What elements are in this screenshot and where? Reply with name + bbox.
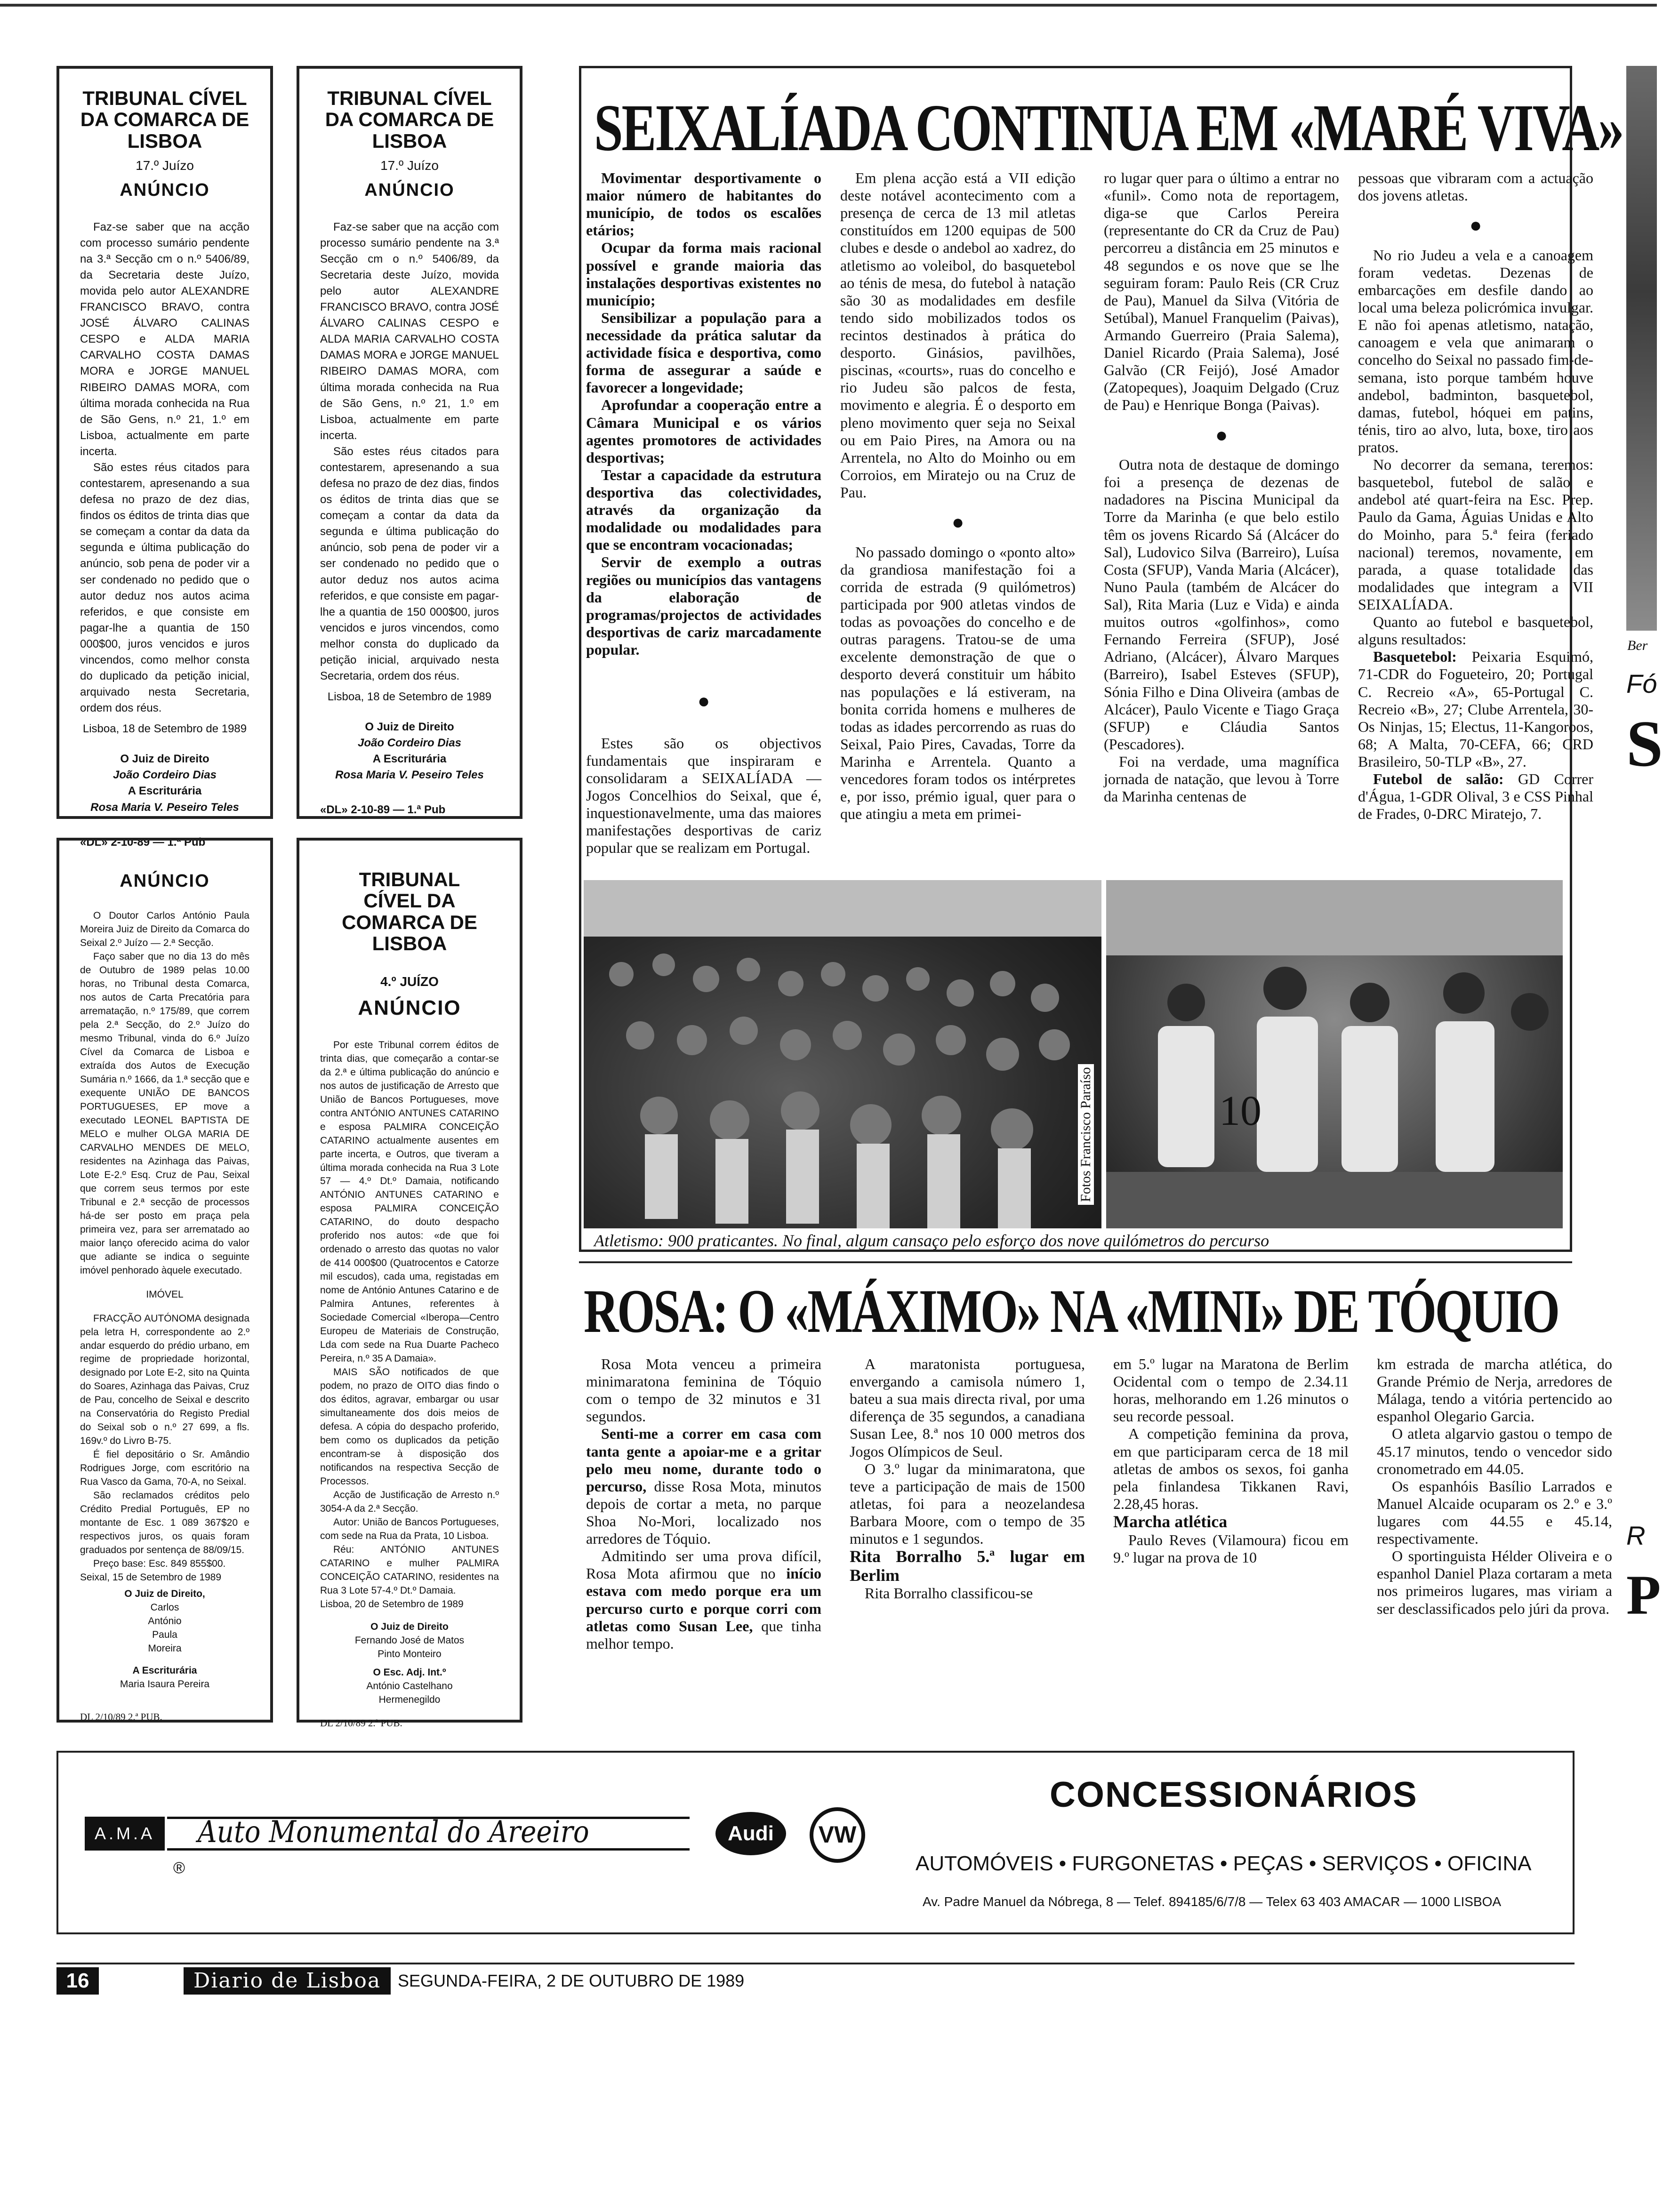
article-column xyxy=(1377,1355,1612,1618)
signer-role: O Juiz de Direito xyxy=(365,721,454,734)
signer-name: Carlos António Paula Moreira xyxy=(148,1602,182,1654)
notice-date: Seixal, 15 de Setembro de 1989 xyxy=(80,1571,222,1583)
signer-name: Rosa Maria V. Peseiro Teles xyxy=(335,769,484,782)
crowd-illustration xyxy=(584,880,1101,1228)
footer-date: SEGUNDA-FEIRA, 2 DE OUTUBRO DE 1989 xyxy=(398,1971,745,1990)
article-paragraph: Rosa Mota venceu a primeira minimaratona feminina de Tóquio com o tempo de 32 minutos e 31 segundos. xyxy=(586,1355,821,1425)
notice-paragraph: São estes réus citados para contestarem, apresenando a sua defesa no prazo de dez dias, findos os éditos de trinta dias que se começam a contar da data da segunda e última publicação do anúncio, sob pena de poder vir a ser condenado no pedido que o autor deduz nos autos acima referidos, e que consiste em pagar-lhe a quantia de 150 000$00, juros vencidos e juros vincendos, como melhor consta do duplicado da petição inicial, arquivado nesta Secretaria, ordem dos réus. xyxy=(320,445,499,682)
adjacent-heading: Fó xyxy=(1626,669,1657,698)
adjacent-big-letter: S xyxy=(1626,707,1663,780)
notice-body xyxy=(320,1039,499,1598)
article-paragraph: O atleta algarvio gastou o tempo de 45.17 minutos, tendo o vencedor sido cronometrado em 44.05. xyxy=(1377,1425,1612,1477)
quote-text: disse Rosa Mota, minutos depois de cortar a meta, no parque Shoa No-Mori, localizado nos arredores de Tóquio. xyxy=(586,1477,821,1547)
vw-logo xyxy=(810,1807,865,1863)
signer-role: A Escriturária xyxy=(128,785,202,798)
ad-services: AUTOMÓVEIS • FURGONETAS • PEÇAS • SERVIÇOS • OFICINA xyxy=(916,1852,1532,1875)
subheading: Rita Borralho 5.ª lugar em Berlim xyxy=(850,1547,1085,1585)
subheading: Marcha atlética xyxy=(1113,1512,1228,1531)
notice-paragraph: FRACÇÃO AUTÓNOMA designada pela letra H, correspondente ao 2.º andar esquerdo do prédio urbano, em regime de propriedade horizontal, designado por Lote E-2, sito na Quinta do Soares, Azinhaga das Paivas, Cruz de Pau, concelho de Seixal e descrito na Conservatória do Registo Predial do Seixal sob o n.º 27 699, a fls. 169v.º do Livro B-75. xyxy=(80,1313,249,1447)
quote-bold: Senti-me a correr em casa com tanta gente a apoiar-me e a gritar pelo meu nome, durante todo o percurso, xyxy=(586,1425,821,1495)
article-column xyxy=(1104,169,1339,805)
article-column xyxy=(850,1355,1085,1603)
article-paragraph: ro lugar quer para o último a entrar no «funil». Como nota de reportagem, diga-se que Carlos Pereira (representante do CR da Cruz de Pau) percorreu a distância em 25 minutos e 48 segundos e os nove que se lhe seguiram foram: Paulo Reis (CR Cruz de Pau), Manuel da Silva (Vitória de Setúbal), Manuel Franquelim (Paivas), Armando Guerreiro (Praia Salema), Daniel Ricardo (Praia Salema), José Galvão (CR Feijó), José Amador (Zatopeques), Joaquim Delgado (Cruz de Pau) e Henrique Bonga (Paivas). xyxy=(1104,169,1339,414)
article-paragraph: em 5.º lugar na Maratona de Berlim Ocidental com o tempo de 2.34.11 horas, melhorando em 1.26 minutos o seu recorde pessoal. xyxy=(1113,1355,1349,1425)
signer-role: O Juiz de Direito, xyxy=(124,1588,205,1599)
audi-logo-text: Audi xyxy=(728,1822,774,1845)
notice-signature xyxy=(320,719,499,783)
article-column xyxy=(586,169,821,857)
objective-item: Sensibilizar a população para a necessidade da prática salutar da actividade física e desportiva, como forma de assegurar a saúde e favorecer a longevidade; xyxy=(586,309,821,396)
quote-bold: início estava com medo porque era um percurso curto e porque corri com atletas como Susan Lee, xyxy=(586,1565,821,1635)
ad-address: Av. Padre Manuel da Nóbrega, 8 — Telef. 894185/6/7/8 — Telex 63 403 AMACAR — 1000 LISBOA xyxy=(923,1894,1502,1909)
photo-caption: Atletismo: 900 praticantes. No final, algum cansaço pelo esforço dos nove quilómetros do percurso xyxy=(594,1231,1269,1250)
article-paragraph: km estrada de marcha atlética, do Grande Prémio de Nerja, arredores de Málaga, tendo a vitória pertencido ao espanhol Olegario Garcia. xyxy=(1377,1355,1612,1425)
article-headline: ROSA: O «MÁXIMO» NA «MINI» DE TÓQUIO xyxy=(584,1276,1559,1346)
signer-role: O Juiz de Direito xyxy=(120,753,209,766)
article-paragraph: No decorrer da semana, teremos: basquetebol, futebol de salão e andebol até quart-feira na Esc. Prep. Paulo da Gama, Águias Unidas e Alto do Moinho, para 5.ª feira (feriado nacional) teremos, novamente, em parada, a quase totalidade das modalidades que integram a VII SEIXALÍADA. xyxy=(1358,456,1593,613)
publication-ref: DL 2/10/89 2.ª PUB. xyxy=(320,1717,402,1729)
notice-subheading: IMÓVEL xyxy=(146,1289,184,1300)
bullet-separator: ● xyxy=(1469,214,1482,237)
notice-signature xyxy=(80,1587,249,1691)
objective-item: Testar a capacidade da estrutura desportiva das colectividades, através da organização da modalidade ou modalidades para que se encontram vocacionadas; xyxy=(586,466,821,553)
notice-paragraph: Autor: União de Bancos Portugueses, com sede na Rua da Prata, 10 Lisboa. xyxy=(320,1516,499,1541)
notice-heading: ANÚNCIO xyxy=(358,996,461,1020)
bullet-separator: ● xyxy=(951,511,964,534)
signer-role: A Escriturária xyxy=(372,753,447,766)
article-paragraph: No passado domingo o «ponto alto» da grandiosa manifestação foi a corrida de estrada (9 quilómetros) participada por 900 atletas vindos de todas as povoações do concelho e de outras paragens. Tratou-se de uma excelente demonstração de que o desporto deverá constituir um hábito nas populações e lá estiveram, na bonita corrida homens e mulheres de todas as idades percorrendo as ruas do Seixal, Paio Pires, Cavadas, Torre da Marinha e Arrentela. Quanto a vencedores foram todos os intérpretes e, por isso, prémio igual, quer para o que atingiu a meta em primei- xyxy=(840,543,1076,823)
adjacent-page-strip xyxy=(1626,0,1663,2212)
notice-paragraph: O Doutor Carlos António Paula Moreira Juiz de Direito da Comarca do Seixal 2.º Juízo — 2.ª Secção. xyxy=(80,910,249,949)
article-column xyxy=(1358,169,1593,823)
notice-paragraph: Faço saber que no dia 13 do mês de Outubro de 1989 pelas 10.00 horas, no Tribunal desta Comarca, nos autos de Carta Precatória para arrematação, n.º 175/89, que correm pela 2.ª Secção, do 2.º Juízo do mesmo Tribunal, vinda do 6.º Juízo Cível da Comarca de Lisboa e extraída dos Autos de Execução Sumária n.º 1666, da 1.ª secção que e exequente UNIÃO DE BANCOS PORTUGUESES, EP move a executado LEONEL BAPTISTA DE MELO e mulher OLGA MARIA DE CARVALHO MENDES DE MELO, residentes na Azinhaga das Paivas, Lote E-2.º Esq. Cruz de Pau, Seixal que correm seus termos por este Tribunal e 2.ª secção de processos há-de ser posto em praça pela primeira vez, para ser arrematado ao maior lanço oferecido acima do valor que adiante se indica o seguinte imóvel penhorado àquele executado. xyxy=(80,951,249,1276)
notice-seixal xyxy=(56,838,273,1723)
masthead-badge xyxy=(184,1967,391,1995)
photo-runners-crowd xyxy=(584,880,1101,1228)
photo-runners-start xyxy=(1106,880,1563,1228)
article-paragraph: Paulo Reves (Vilamoura) ficou em 9.º lugar na prova de 10 xyxy=(1113,1531,1349,1566)
article-paragraph: Estes são os objectivos fundamentais que inspiraram e consolidaram a SEIXALÍADA — Jogos Concelhios do Seixal, que é, inquestionavelmente, uma das maiores manifestações desportivas de cariz popular que se realizam em Portugal. xyxy=(586,734,821,857)
article-paragraph xyxy=(586,1547,821,1652)
registered-mark: ® xyxy=(173,1859,185,1877)
notice-paragraph: Acção de Justificação de Arresto n.º 3054-A da 2.ª Secção. xyxy=(320,1489,499,1514)
ama-logo-text: A.M.A xyxy=(94,1824,155,1843)
objective-item: Ocupar da forma mais racional possível e grande maioria das instalações desportivas existentes no município; xyxy=(586,239,821,309)
article-paragraph: A competição feminina da prova, em que participaram cerca de 18 mil atletas de ambos os sexos, foi ganha pela finlandesa Tikkanen Ravi, 2.28,45 horas. xyxy=(1113,1425,1349,1512)
notice-paragraph: Por este Tribunal correm éditos de trinta dias, que começarão a contar-se da 2.ª e última publicação do anúncio e nos autos de justificação de Arresto que União de Bancos Portugueses, move contra ANTÓNIO ANTUNES CATARINO e esposa PALMIRA CONCEIÇÃO CATARINO actualmente ausentes em parte incerta, e Outros, que tiveram a última morada conhecida na Rua 3 Lote 57 — 4.º Dt.º Damaia, notificando ANTÓNIO ANTUNES CATARINO e esposa PALMIRA CONCEIÇÃO CATARINO, do douto despacho proferido nos autos: «de que foi ordenado o arresto das quotas no valor de 414 000$00 (Quatrocentos e Catorze mil escudos), cada uma, registadas em nome de António Antunes Catarino e de Palmira Antunes, referentes à Sociedade Comercial «Iberopa—Centro Europeu de Materiais de Construção, Lda com sede na Rua Duarte Pacheco Pereira, n.º 35 A Damaia». xyxy=(320,1039,499,1364)
signer-name: João Cordeiro Dias xyxy=(112,769,217,782)
article-paragraph: O sportinguista Hélder Oliveira e o espanhol Daniel Plaza cortaram a meta nos primeiros lugares, mas viriam a ser desclassificados pelo júri da prova. xyxy=(1377,1547,1612,1617)
article-rule xyxy=(579,1261,1572,1263)
results-text: GD Correr d'Água, 1-GDR Olival, 3 e CSS Pinhal de Frades, 0-DRC Miratejo, 7. xyxy=(1358,770,1593,823)
notice-body xyxy=(80,909,249,1277)
notice-paragraph: São reclamados créditos pelo Crédito Predial Português, EP no montante de Esc. 1 089 367$20 e respectivos juros, os quais foram graduados por sentença de 88/09/15. xyxy=(80,1490,249,1556)
article-paragraph xyxy=(586,1425,821,1547)
notice-heading: ANÚNCIO xyxy=(364,180,455,200)
photo-credit: Fotos Francisco Paraíso xyxy=(1078,1064,1094,1205)
notice-paragraph: MAIS SÃO notificados de que podem, no prazo de OITO dias findo o dos éditos, agravar, embargar ou usar simultaneamente dos dois meios de defesa. A cópia do despacho proferido, bem como os duplicados da petição encontram-se à disposição dos notificandos na respectiva Secção de Processos. xyxy=(320,1367,499,1487)
publication-ref: «DL» 2-10-89 — 1.ª Pub xyxy=(320,803,446,817)
bullet-separator: ● xyxy=(697,689,710,713)
masthead-text: Diario de Lisboa xyxy=(193,1969,381,1993)
article-paragraph: No rio Judeu a vela e a canoagem foram vedetas. Dezenas de embarcações em desfile dando ao local uma beleza policrómica invulgar. E não foi apenas atletismo, natação, canoagem e vela que animaram o concelho do Seixal no passado fim-de-semana, isto porque também houve andebol, badminton, basquetebol, damas, futebol, hóquei em patins, ténis, tiro ao alvo, luta, boxe, tiro aos pratos. xyxy=(1358,246,1593,456)
article-paragraph: Rita Borralho classificou-se xyxy=(865,1585,1033,1602)
notice-signature xyxy=(320,1620,499,1707)
notice-tribunal-4 xyxy=(297,838,522,1729)
notice-tribunal-1 xyxy=(56,66,273,849)
runners-illustration xyxy=(1106,880,1563,1228)
results-label: Basquetebol: xyxy=(1373,648,1457,665)
objective-item: Aprofundar a cooperação entre a Câmara Municipal e os vários agentes promotores de actividades desportivas; xyxy=(586,396,821,466)
page-number-text: 16 xyxy=(66,1969,89,1992)
notice-title: TRIBUNAL CÍVEL DA COMARCA DE LISBOA xyxy=(80,87,249,152)
bib-number: 10 xyxy=(1219,1088,1261,1134)
publication-ref: DL 2/10/89 2.ª PUB. xyxy=(80,1711,162,1723)
signer-name: Fernando José de Matos Pinto Monteiro xyxy=(354,1635,465,1660)
results-label: Futebol de salão: xyxy=(1373,770,1504,788)
publication-ref: «DL» 2-10-89 — 1.ª Pub xyxy=(80,835,206,849)
bullet-separator: ● xyxy=(1215,423,1228,447)
quote-text: que tinha melhor tempo. xyxy=(586,1617,822,1652)
notice-court: 17.º Juízo xyxy=(136,158,194,173)
signer-role: A Escriturária xyxy=(132,1665,197,1676)
article-column xyxy=(586,1355,821,1652)
article-column xyxy=(1113,1355,1349,1566)
top-rule xyxy=(0,4,1657,7)
adjacent-heading: R xyxy=(1626,1521,1646,1550)
article-paragraph: pessoas que vibraram com a actuação dos jovens atletas. xyxy=(1358,169,1593,204)
notice-paragraph: É fiel depositário o Sr. Amândio Rodrigues Jorge, com escritório na Rua Vasco da Gama, 70-A, no Seixal. xyxy=(80,1449,249,1488)
article-paragraph: A maratonista portuguesa, envergando a camisola número 1, bateu a sua mais directa rival, por uma diferença de 35 segundos, a canadiana Susan Lee, 8.ª nos 10 000 metros dos Jogos Olímpicos de Seul. xyxy=(850,1355,1085,1460)
notice-body xyxy=(80,219,249,716)
ad-title: CONCESSIONÁRIOS xyxy=(1050,1775,1418,1815)
signer-role: O Esc. Adj. Int.º xyxy=(373,1667,446,1678)
notice-title: TRIBUNAL CÍVEL DA COMARCA DE LISBOA xyxy=(342,868,477,955)
article-headline: SEIXALÍADA CONTINUA EM «MARÉ VIVA» xyxy=(594,90,1623,165)
article-paragraph: O 3.º lugar da minimaratona, que teve a participação de mais de 1500 atletas, foi para a neozelandesa Barbara Moore, com o tempo de 35 minutos e 1 segundos. xyxy=(850,1460,1085,1547)
article-paragraph: Foi na verdade, uma magnífica jornada de natação, que levou à Torre da Marinha centenas de xyxy=(1104,753,1339,805)
vw-logo-text: VW xyxy=(818,1821,857,1848)
signer-name: Maria Isaura Pereira xyxy=(120,1678,210,1690)
notice-heading: ANÚNCIO xyxy=(120,871,210,891)
notice-heading: ANÚNCIO xyxy=(120,180,210,200)
signer-name: João Cordeiro Dias xyxy=(357,737,462,750)
notice-paragraph: Réu: ANTÓNIO ANTUNES CATARINO e mulher PALMIRA CONCEIÇÃO CATARINO, residentes na Rua 3 Lote 57-4.º Dt.º Damaia. xyxy=(320,1544,499,1596)
article-paragraph: Quanto ao futebol e basquetebol, alguns resultados: xyxy=(1358,613,1593,648)
notice-date: Lisboa, 20 de Setembro de 1989 xyxy=(320,1598,464,1610)
notice-body xyxy=(80,1312,249,1571)
notice-tribunal-2 xyxy=(297,66,522,819)
notice-paragraph: Preço base: Esc. 849 855$00. xyxy=(93,1558,226,1569)
notice-court: 4.º JUÍZO xyxy=(380,974,439,989)
notice-paragraph: Faz-se saber que na acção com processo sumário pendente na 3.ª Secção cm o n.º 5406/89, da Secretaria deste Juízo, movida pelo autor ALEXANDRE FRANCISCO BRAVO, contra JOSÉ ÁLVARO CALINAS CESPO e ALDA MARIA CARVALHO COSTA DAMAS MORA e JORGE MANUEL RIBEIRO DAMAS MORA, com última morada conhecida na Rua de São Gens, n.º 21, 1.º em Lisboa, actualmente em parte incerta. xyxy=(80,220,249,458)
adjacent-caption: Ber xyxy=(1627,638,1648,653)
audi-logo xyxy=(715,1812,786,1855)
notice-body xyxy=(320,219,499,684)
notice-title: TRIBUNAL CÍVEL DA COMARCA DE LISBOA xyxy=(325,87,494,152)
adjacent-heading: P xyxy=(1626,1563,1661,1626)
quote-text: Admitindo ser uma prova difícil, Rosa Mota afirmou que no xyxy=(586,1547,821,1582)
signer-name: António Castelhano Hermenegildo xyxy=(366,1681,453,1706)
signer-name: Rosa Maria V. Peseiro Teles xyxy=(90,801,239,814)
page-number xyxy=(56,1967,99,1995)
results-paragraph xyxy=(1358,770,1593,823)
adjacent-photo xyxy=(1626,66,1657,631)
article-paragraph: Os espanhóis Basílio Larrados e Manuel Alcaide ocuparam os 2.º e 3.º lugares com 44.55 e 45.14, respectivamente. xyxy=(1377,1477,1612,1547)
objective-item: Servir de exemplo a outras regiões ou municípios das vantagens da elaboração de programas/projectos de actividades desportivas de cariz marcadamente popular. xyxy=(586,553,821,658)
objective-item: Movimentar desportivamente o maior número de habitantes do município, de todos os escalões etários; xyxy=(586,169,821,239)
article-paragraph: Outra nota de destaque de domingo foi a presença de dezenas de nadadores na Piscina Municipal da Torre da Marinha (e que belo estilo têm os jovens Ricardo Sá (Alcácer do Sal), Ludovico Silva (Barreiro), Luísa Costa (SFUP), Vanda Maria (Alcácer), Nuno Paula (também de Alcácer do Sal), Rita Maria (Luz e Vida) e ainda muitos outros «golfinhos», como Fernando Ferreira (SFUP), José Adriano, (Alcácer), Álvaro Marques (Barreiro), Isabel Esteves (SFUP), Sónia Filho e Dina Oliveira (ambas de Alcácer), Paulo Vicente e Tiago Graça (SFUP) e Cláudia Santos (Pescadores). xyxy=(1104,456,1339,753)
ama-badge xyxy=(85,1817,165,1851)
notice-date: Lisboa, 18 de Setembro de 1989 xyxy=(82,722,247,736)
notice-paragraph: São estes réus citados para contestarem, apresenando a sua defesa no prazo de dez dias, findos os éditos de trinta dias que se começam a contar da data da segunda e última publicação do anúncio, sob pena de poder vir a ser condenado no pedido que o autor deduz nos autos acima referidos, e que consiste em pagar-lhe a quantia de 150 000$00, juros vencidos e juros vincendos, como melhor consta do duplicado da petição inicial, arquivado nesta Secretaria, ordem dos réus. xyxy=(80,461,249,715)
article-paragraph: Em plena acção está a VII edição deste notável acontecimento com a presença de cerca de 13 mil atletas constituídos em 1200 equipas de 500 clubes e desde o andebol ao xadrez, do atletismo ao voleibol, do basquetebol ao ténis de mesa, do futebol à natação são 30 as modalidades em desfile tendo sido mobilizados todos os recintos destinados à prática do desporto. Ginásios, pavilhões, piscinas, «courts», ruas do concelho e rio Judeu são palcos de festa, movimento e alegria. É o desporto em pleno movimento quer seja no Seixal ou em Paio Pires, na Amora ou na Arrentela, no Alto do Moinho ou em Corroios, em Miratejo ou na Cruz de Pau. xyxy=(840,169,1076,501)
notice-signature xyxy=(80,751,249,815)
script-logo: Auto Monumental do Areeiro xyxy=(198,1815,589,1850)
notice-court: 17.º Juízo xyxy=(380,158,439,173)
article-column xyxy=(840,169,1076,823)
notice-date: Lisboa, 18 de Setembro de 1989 xyxy=(327,690,492,704)
footer-rule xyxy=(56,1963,1575,1964)
notice-paragraph: Faz-se saber que na acção com processo sumário pendente na 3.ª Secção cm o n.º 5406/89, da Secretaria deste Juízo, movida pelo autor ALEXANDRE FRANCISCO BRAVO, contra JOSÉ ÁLVARO CALINAS CESPO e ALDA MARIA CARVALHO COSTA DAMAS MORA e JORGE MANUEL RIBEIRO DAMAS MORA, com última morada conhecida na Rua de São Gens, n.º 21, 1.º em Lisboa, actualmente em parte incerta. xyxy=(320,220,499,442)
results-paragraph xyxy=(1358,648,1593,770)
results-text: Peixaria Esquimó, 71-CDR do Fogueteiro, 20; Portugal C. Recreio «A», 65-Portugal C. Recreio «B», 27; Clube Arrentela, 30-Os Ninjas, 15; Electus, 11-Kangoroos, 68; A Malta, 70-CEFA, 66; CRD Brasileiro, 50-TLP «B», 27. xyxy=(1358,648,1594,770)
signer-role: O Juiz de Direito xyxy=(370,1621,449,1633)
